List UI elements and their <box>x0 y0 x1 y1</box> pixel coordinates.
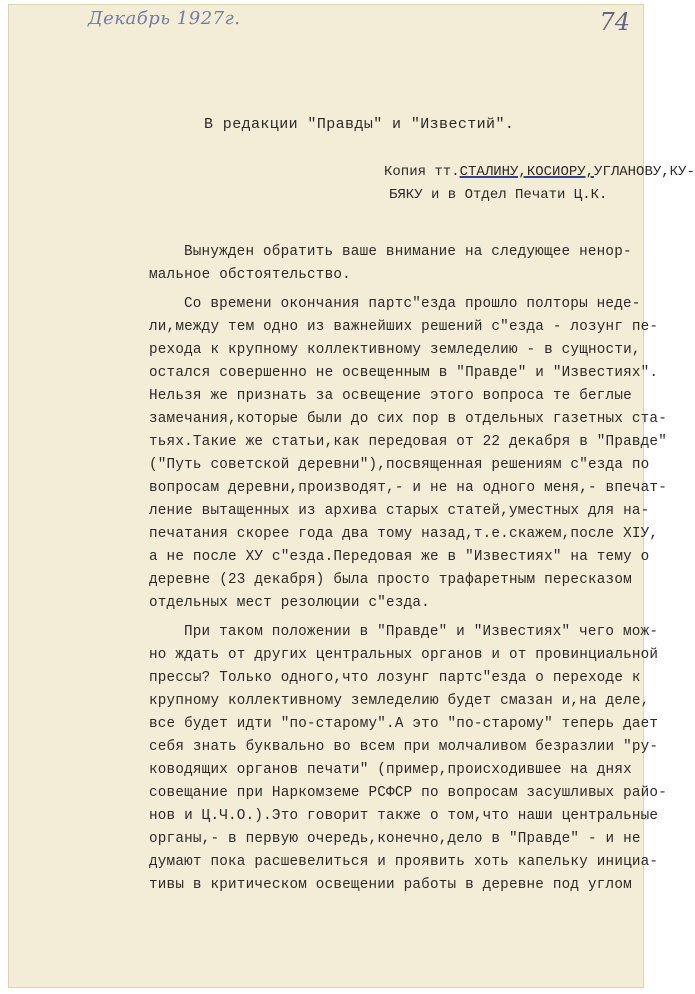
body-line: ли,между тем одно из важнейших решений с"езда - лозунг пе- <box>149 319 659 335</box>
body-line: Нельзя же признать за освещение этого вопроса те беглые <box>149 388 632 404</box>
body-line: мальное обстоятельство. <box>149 267 351 283</box>
body-line: При таком положении в "Правде" и "Известиях" чего мож- <box>184 624 659 640</box>
body-line: но ждать от других центральных органов и от провинциальной <box>149 647 659 663</box>
body-line: крупному коллективному земледелию будет смазан и,на деле, <box>149 693 650 709</box>
body-line: печатания скорее года два тому назад,т.е.скажем,после XIУ, <box>149 526 659 542</box>
body-line: остался совершенно не освещенным в "Правде" и "Известиях". <box>149 365 659 381</box>
body-line: ководящих органов печати" (пример,происходившее на днях <box>149 762 632 778</box>
body-line: нов и Ц.Ч.О.).Это говорит также о том,что наши центральные <box>149 808 659 824</box>
body-line: себя знать буквально во всем при молчаливом безразлии "ру- <box>149 739 659 755</box>
body-line: тивы в критическом освещении работы в деревне под углом <box>149 877 632 893</box>
body-line: а не после ХУ с"езда.Передовая же в "Известиях" на тему о <box>149 549 650 565</box>
body-line: органы,- в первую очередь,конечно,дело в "Правде" - и не <box>149 831 641 847</box>
body-line: думают пока расшевелиться и проявить хоть капельку инициа- <box>149 854 659 870</box>
body-line: прессы? Только одного,что лозунг партс"езда о переходе к <box>149 670 641 686</box>
letter-heading: В редакции "Правды" и "Известий". <box>204 116 515 133</box>
body-line: вопросам деревни,производят,- и не на одного меня,- впечат- <box>149 480 667 496</box>
copy-to-underlined-names: СТАЛИНУ,КОСИОРУ, <box>459 164 595 180</box>
body-line: рехода к крупному коллективному земледелию - в сущности, <box>149 342 641 358</box>
copy-to-line-2: БЯКУ и в Отдел Печати Ц.К. <box>389 187 608 203</box>
body-line: ("Путь советской деревни"),посвященная решениям с"езда по <box>149 457 650 473</box>
body-line: отдельных мест резолюции с"езда. <box>149 595 430 611</box>
body-line: Со времени окончания партс"езда прошло полторы неде- <box>184 296 641 312</box>
body-line: Вынужден обратить ваше внимание на следующее ненор- <box>184 244 632 260</box>
body-line: деревне (23 декабря) была просто трафаретным пересказом <box>149 572 632 588</box>
handwritten-page-number: 74 <box>599 8 630 36</box>
body-line: все будет идти "по-старому".А это "по-старому" теперь дает <box>149 716 659 732</box>
body-line: тьях.Такие же статьи,как передовая от 22 декабря в "Правде" <box>149 434 667 450</box>
body-line: замечания,которые были до сих пор в отдельных газетных ста- <box>149 411 667 427</box>
copy-to-rest: УГЛАНОВУ,КУ- <box>594 164 695 180</box>
body-line: ление вытащенных из архива старых статей,уместных для на- <box>149 503 650 519</box>
body-line: совещание при Наркомземе РСФСР по вопросам засушливых райо- <box>149 785 667 801</box>
handwritten-date-note: Декабрь 1927г. <box>88 8 241 29</box>
copy-to-line-1 <box>384 164 695 180</box>
document-page <box>8 4 695 988</box>
copy-to-prefix: Копия тт. <box>384 164 460 180</box>
